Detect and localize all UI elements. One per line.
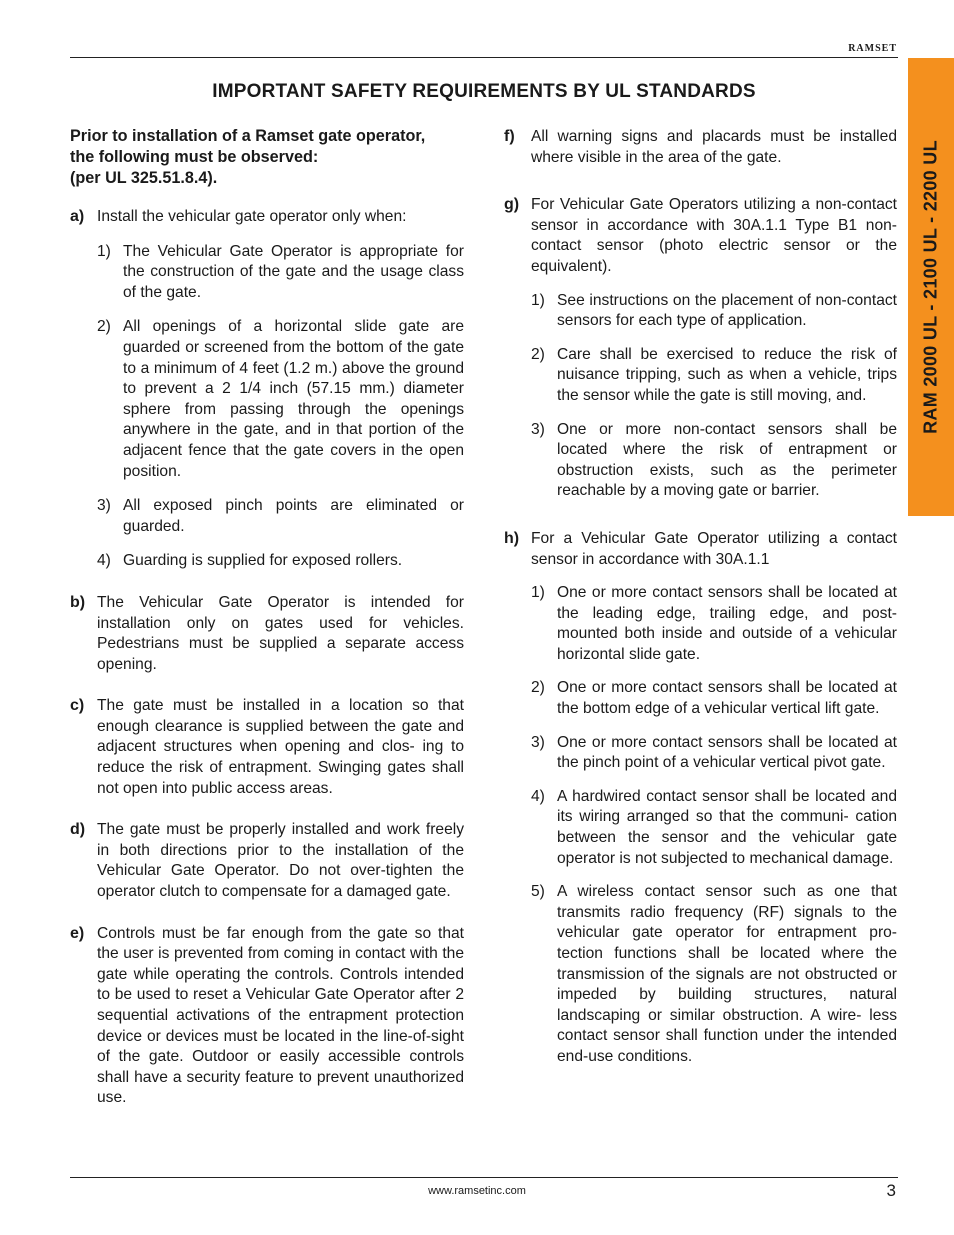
item-h-sub-3	[504, 733, 897, 774]
sub-number: 1)	[531, 584, 545, 602]
item-f	[504, 127, 897, 168]
intro-line: (per UL 325.51.8.4).	[70, 169, 218, 187]
footer-divider	[70, 1177, 898, 1178]
item-g-sub-2	[504, 345, 897, 407]
intro-line: the following must be observed:	[70, 148, 319, 166]
item-text: The Vehicular Gate Operator is intended for installation only on gates used for vehicles. Pedestrians must be supplied a separate access opening.	[97, 593, 464, 673]
item-a-sub-3	[70, 496, 464, 537]
sub-number: 3)	[97, 497, 111, 515]
sub-number: 4)	[531, 787, 545, 805]
item-e	[70, 924, 464, 1109]
item-h-sub-5	[504, 882, 897, 1067]
footer-url: www.ramsetinc.com	[428, 1185, 526, 1197]
sub-number: 1)	[97, 242, 111, 260]
item-letter: f)	[504, 128, 515, 145]
sub-number: 2)	[531, 679, 545, 697]
sub-number: 4)	[97, 552, 111, 570]
sub-text: One or more non-contact sensors shall be located where the risk of entrapment or obstruction exists, such as the perimeter reachable by a moving gate or barrier.	[557, 420, 897, 500]
item-d	[70, 820, 464, 902]
sub-text: All openings of a horizontal slide gate are guarded or screened from the bottom of the gate to a minimum of 4 feet (1.2 m.) above the ground to prevent a 2 1/4 inch (57.15 mm.) diameter sphere from passing through the openings anywhere in the gate, and in that portion of the adjacent fence that the gate covers in the open position.	[123, 318, 464, 480]
sub-number: 3)	[531, 420, 545, 438]
item-text: For a Vehicular Gate Operator utilizing a contact sensor in accordance with 30A.1.1	[531, 529, 897, 568]
item-letter: g)	[504, 196, 520, 214]
item-c	[70, 696, 464, 799]
sub-text: One or more contact sensors shall be located at the pinch point of a vehicular vertical pivot gate.	[557, 733, 897, 772]
sub-number: 1)	[531, 291, 545, 309]
item-b	[70, 593, 464, 675]
item-letter: d)	[70, 821, 86, 839]
item-h-sub-1	[504, 583, 897, 665]
item-text: All warning signs and placards must be installed where visible in the area of the gate.	[531, 128, 897, 166]
item-text: Install the vehicular gate operator only when:	[97, 208, 407, 225]
item-a-sub-1	[70, 242, 464, 304]
item-g-sub-1	[504, 291, 897, 332]
item-g-sub-3	[504, 420, 897, 502]
item-letter: c)	[70, 697, 85, 715]
item-h	[504, 529, 897, 570]
item-text: The gate must be installed in a location so that enough clearance is supplied between the gate and adjacent structures when opening and clos- ing to reduce the risk of entrapment. Swinging gates shall not open into public access areas.	[97, 697, 464, 797]
item-letter: a)	[70, 208, 85, 225]
sub-number: 3)	[531, 733, 545, 751]
item-letter: e)	[70, 924, 85, 942]
sub-text: A hardwired contact sensor shall be located and its wiring arranged so that the communi- cation between the sensor and the vehicular gate operator is not subjected to mechanical damage.	[557, 787, 897, 867]
item-h-sub-2	[504, 678, 897, 719]
right-column	[504, 127, 897, 1068]
sub-text: Care shall be exercised to reduce the risk of nuisance tripping, such as when a vehicle, trips the sensor while the gate is still moving, and.	[557, 345, 897, 404]
item-text: The gate must be properly installed and work freely in both directions prior to the installation of the Vehicular Gate Operator. Do not over-tighten the operator clutch to compensate for a damaged gate.	[97, 821, 464, 901]
item-a	[70, 207, 464, 228]
side-tab-label: RAM 2000 UL - 2100 UL - 2200 UL	[920, 140, 941, 434]
side-tab	[908, 58, 954, 516]
sub-text: Guarding is supplied for exposed rollers.	[123, 552, 403, 570]
header-divider	[70, 57, 898, 58]
item-letter: h)	[504, 529, 520, 547]
page-number: 3	[886, 1181, 896, 1200]
sub-number: 2)	[97, 318, 111, 336]
item-h-sub-4	[504, 787, 897, 869]
item-letter: b)	[70, 593, 86, 611]
left-column	[70, 126, 464, 1109]
sub-number: 2)	[531, 345, 545, 363]
page-title: IMPORTANT SAFETY REQUIREMENTS BY UL STANDARDS	[212, 81, 756, 102]
sub-text: One or more contact sensors shall be located at the leading edge, trailing edge, and post-mounted both inside and outside of a vehicular horizontal slide gate.	[557, 584, 897, 663]
sub-text: One or more contact sensors shall be located at the bottom edge of a vehicular vertical lift gate.	[557, 679, 897, 718]
item-g	[504, 195, 897, 277]
intro-line: Prior to installation of a Ramset gate operator,	[70, 127, 426, 145]
sub-text: A wireless contact sensor such as one that transmits radio frequency (RF) signals to the vehicular gate operator for entrapment pro- tection functions shall be located where the transmission of the signals are not obstructed or impeded by building structures, natural landscaping or similar obstruction. A wire- less contact sensor shall function under the intended end-use conditions.	[557, 883, 897, 1065]
item-text: Controls must be far enough from the gate so that the user is prevented from coming in contact with the gate while operating the controls. Controls intended to be used to reset a Vehicular Gate Operator after 2 sequential activations of the entrapment protection device or devices must be located in the line-of-sight of the gate. Outdoor or easily accessible controls shall have a security feature to prevent unauthorized use.	[97, 924, 464, 1107]
item-a-sub-4	[70, 551, 464, 572]
sub-number: 5)	[531, 883, 545, 901]
item-text: For Vehicular Gate Operators utilizing a non-contact sensor in accordance with 30A.1.1 Type B1 non-contact sensor (photo electric sensor or the equivalent).	[531, 196, 897, 275]
item-a-sub-2	[70, 317, 464, 482]
sub-text: See instructions on the placement of non-contact sensors for each type of application.	[557, 291, 897, 330]
sub-text: All exposed pinch points are eliminated or guarded.	[123, 497, 464, 535]
sub-text: The Vehicular Gate Operator is appropriate for the construction of the gate and the usage class of the gate.	[123, 242, 464, 301]
intro-heading	[70, 126, 464, 189]
brand-header: RAMSET	[848, 43, 897, 54]
